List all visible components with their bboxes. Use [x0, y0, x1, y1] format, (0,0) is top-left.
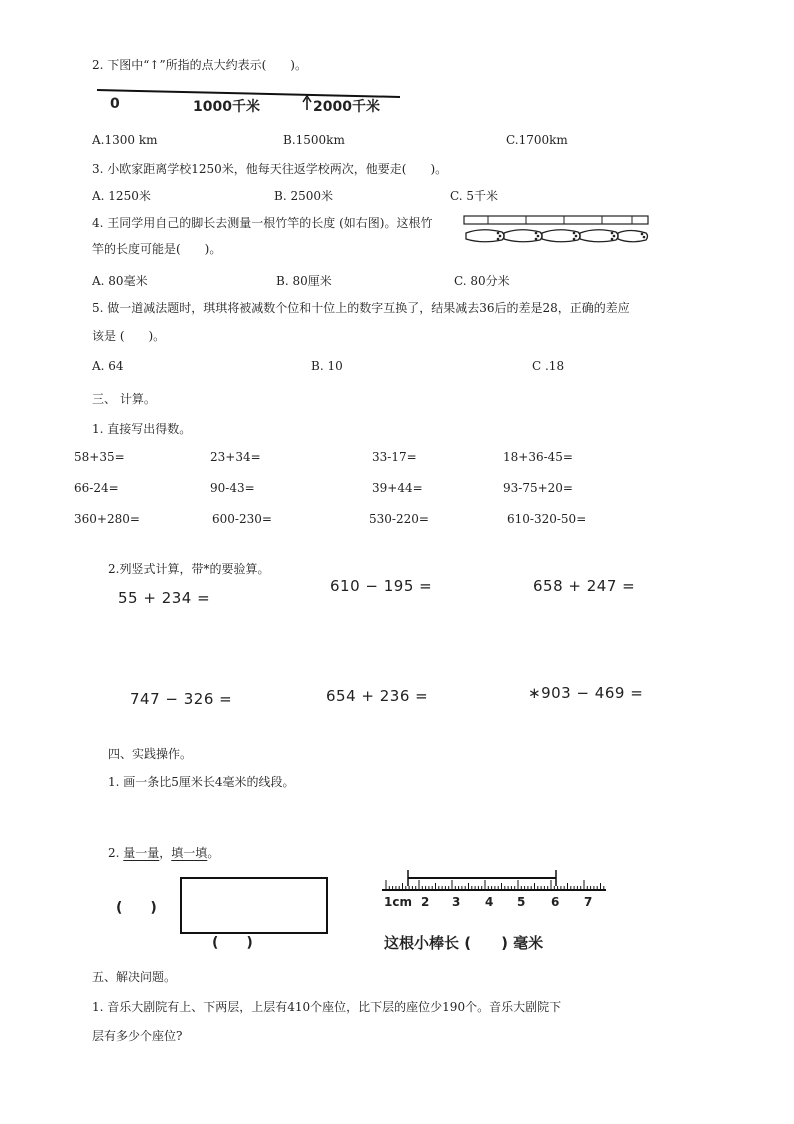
q2-option-b: B.1500km — [283, 133, 345, 147]
section5-q1-line1: 1. 音乐大剧院有上、下两层，上层有410个座位，比下层的座位少190个。音乐大剧院下 — [92, 1000, 562, 1014]
ruler-label-4: 4 — [485, 895, 494, 909]
q5-option-c: C .18 — [532, 359, 565, 373]
number-line-zero: 0 — [110, 96, 120, 112]
vertical-calc: 610 − 195 = — [330, 577, 433, 595]
q4-stem-line2: 竿的长度可能是( )。 — [92, 242, 222, 256]
oral-calc: 90-43= — [210, 481, 255, 495]
section5-q1-line2: 层有多少个座位? — [92, 1029, 183, 1043]
q2-stem: 2. 下图中“↑”所指的点大约表示( )。 — [92, 58, 307, 72]
vertical-calc: ∗903 − 469 = — [528, 684, 644, 702]
ruler-label-1cm: 1cm — [384, 895, 412, 909]
vertical-calc: 658 + 247 = — [533, 577, 636, 595]
vertical-calc: 654 + 236 = — [326, 687, 429, 705]
q5-stem-line2: 该是 ( )。 — [92, 329, 166, 343]
q2-option-a: A.1300 km — [92, 133, 158, 147]
section4-title: 四、实践操作。 — [108, 747, 193, 761]
oral-calc: 360+280= — [74, 512, 140, 526]
q5-option-b: B. 10 — [311, 359, 343, 373]
rect-bottom-blank: ( ) — [212, 935, 253, 951]
bamboo-feet-figure — [462, 213, 652, 249]
q3-stem: 3. 小欧家距离学校1250米，他每天往返学校两次，他要走( )。 — [92, 162, 448, 176]
ruler-label-6: 6 — [551, 895, 560, 909]
oral-calc: 23+34= — [210, 450, 261, 464]
section3-sub1: 1. 直接写出得数。 — [92, 422, 192, 436]
number-line-2000: 2000千米 — [313, 99, 380, 115]
oral-calc: 610-320-50= — [507, 512, 587, 526]
ruler-label-7: 7 — [584, 895, 593, 909]
q4-option-c: C. 80分米 — [454, 274, 510, 288]
oral-calc: 33-17= — [372, 450, 417, 464]
rect-left-blank: ( ) — [116, 900, 157, 916]
section4-q2: 2. 量一量，填一填。 — [108, 846, 220, 860]
q3-option-a: A. 1250米 — [92, 189, 151, 203]
q5-stem-line1: 5. 做一道减法题时，琪琪将被减数个位和十位上的数字互换了，结果减去36后的差是28，正确的差应 — [92, 301, 630, 315]
oral-calc: 39+44= — [372, 481, 423, 495]
oral-calc: 93-75+20= — [503, 481, 573, 495]
number-line-1000: 1000千米 — [193, 99, 260, 115]
ruler-figure — [380, 866, 610, 914]
q3-option-c: C. 5千米 — [450, 189, 499, 203]
section4-q1: 1. 画一条比5厘米长4毫米的线段。 — [108, 775, 295, 789]
oral-calc: 58+35= — [74, 450, 125, 464]
section3-sub2: 2.列竖式计算，带*的要验算。 — [108, 562, 270, 576]
q3-option-b: B. 2500米 — [274, 189, 333, 203]
ruler-label-5: 5 — [517, 895, 526, 909]
ruler-caption: 这根小棒长 ( ) 毫米 — [384, 934, 544, 952]
q4-option-b: B. 80厘米 — [276, 274, 332, 288]
q4-stem-line1: 4. 王同学用自己的脚长去测量一根竹竿的长度 (如右图)。这根竹 — [92, 216, 433, 230]
rectangle-figure — [180, 877, 330, 937]
oral-calc: 66-24= — [74, 481, 119, 495]
oral-calc: 530-220= — [369, 512, 429, 526]
q4-option-a: A. 80毫米 — [92, 274, 148, 288]
section3-title: 三、 计算。 — [92, 392, 156, 406]
oral-calc: 18+36-45= — [503, 450, 573, 464]
vertical-calc: 55 + 234 = — [118, 589, 211, 607]
section5-title: 五、解决问题。 — [92, 970, 177, 984]
oral-calc: 600-230= — [212, 512, 272, 526]
ruler-label-3: 3 — [452, 895, 461, 909]
q5-option-a: A. 64 — [92, 359, 124, 373]
q2-option-c: C.1700km — [506, 133, 568, 147]
ruler-label-2: 2 — [421, 895, 430, 909]
vertical-calc: 747 − 326 = — [130, 690, 233, 708]
